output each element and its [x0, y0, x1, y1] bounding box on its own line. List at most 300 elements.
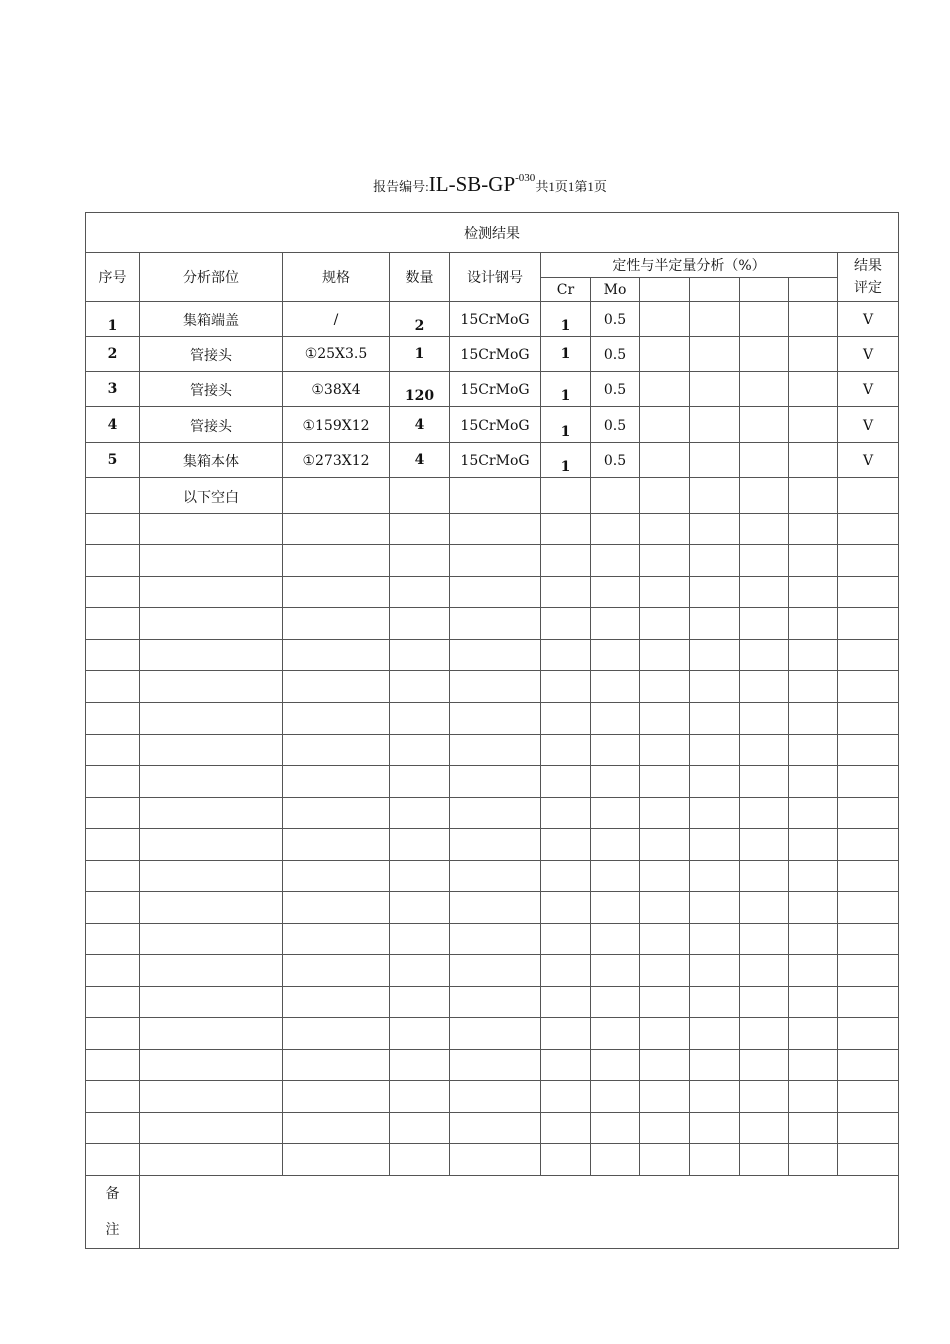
cell-empty [789, 703, 838, 735]
cell-empty [740, 545, 789, 577]
cell-empty [450, 892, 541, 924]
cell-empty [690, 302, 740, 337]
cell-empty [591, 955, 640, 987]
cell-empty [390, 545, 450, 577]
cell-empty [283, 545, 390, 577]
cell-empty [591, 478, 640, 514]
cell-empty [740, 514, 789, 545]
cell-empty [838, 1144, 899, 1176]
cell-empty [541, 987, 591, 1018]
cell-empty [640, 608, 690, 640]
cell-empty [838, 1113, 899, 1144]
cell-empty [591, 671, 640, 703]
cell-empty [740, 924, 789, 955]
cell-empty [838, 829, 899, 861]
empty-row [86, 987, 899, 1018]
cell-empty [690, 924, 740, 955]
cell-qty: 2 [390, 302, 450, 337]
cell-empty [740, 577, 789, 608]
cell-empty [690, 640, 740, 671]
cell-empty [789, 735, 838, 766]
cell-empty [789, 955, 838, 987]
cell-empty [640, 1081, 690, 1113]
cell-empty [283, 766, 390, 798]
cell-empty [450, 1018, 541, 1050]
cell-empty [640, 987, 690, 1018]
cell-empty [283, 514, 390, 545]
cell-empty [591, 892, 640, 924]
header-cr: Cr [541, 278, 591, 302]
cell-empty [140, 735, 283, 766]
cell-result: V [838, 443, 899, 478]
cell-empty [838, 987, 899, 1018]
cell-empty [740, 443, 789, 478]
cell-empty [838, 608, 899, 640]
cell-empty [86, 545, 140, 577]
cell-part: 管接头 [140, 337, 283, 372]
cell-steel: 15CrMoG [450, 443, 541, 478]
cell-empty [740, 1050, 789, 1081]
cell-empty [450, 640, 541, 671]
cell-empty [690, 1081, 740, 1113]
empty-row [86, 1050, 899, 1081]
cell-empty [86, 608, 140, 640]
cell-empty [86, 955, 140, 987]
cell-empty [283, 1144, 390, 1176]
cell-empty [283, 703, 390, 735]
cell-empty [640, 337, 690, 372]
cell-empty [789, 1018, 838, 1050]
table-title: 检测结果 [86, 213, 899, 253]
cell-empty [591, 1113, 640, 1144]
cell-mo: 0.5 [591, 372, 640, 407]
cell-empty [86, 640, 140, 671]
cell-empty [283, 577, 390, 608]
empty-row [86, 1018, 899, 1050]
cell-empty [640, 671, 690, 703]
report-number-label: 报告编号: [373, 179, 429, 194]
cell-empty [450, 955, 541, 987]
cell-empty [541, 478, 591, 514]
cell-empty [640, 478, 690, 514]
cell-qty: 1 [390, 337, 450, 372]
cell-part: 管接头 [140, 372, 283, 407]
cell-mo: 0.5 [591, 302, 640, 337]
cell-empty [450, 924, 541, 955]
report-number [429, 172, 536, 196]
cell-empty [690, 766, 740, 798]
cell-empty [838, 671, 899, 703]
cell-empty [591, 766, 640, 798]
cell-empty [390, 1050, 450, 1081]
cell-empty [541, 703, 591, 735]
cell-empty [740, 372, 789, 407]
cell-empty [541, 766, 591, 798]
cell-steel: 15CrMoG [450, 337, 541, 372]
cell-empty [740, 302, 789, 337]
cell-empty [591, 829, 640, 861]
cell-empty [789, 766, 838, 798]
empty-row [86, 703, 899, 735]
remarks-content [140, 1176, 899, 1249]
cell-empty [740, 861, 789, 892]
cell-empty [140, 703, 283, 735]
cell-seq: 4 [86, 407, 140, 443]
cell-empty [86, 1081, 140, 1113]
cell-empty [690, 443, 740, 478]
cell-empty [789, 987, 838, 1018]
cell-mo: 0.5 [591, 337, 640, 372]
cell-empty [450, 861, 541, 892]
cell-empty [86, 478, 140, 514]
header-analysis: 定性与半定量分析（%） [541, 253, 838, 278]
cell-empty [789, 337, 838, 372]
cell-empty [690, 337, 740, 372]
cell-spec: / [283, 302, 390, 337]
cell-result: V [838, 407, 899, 443]
cell-empty [690, 671, 740, 703]
remarks-label-line2: 注 [105, 1222, 120, 1238]
report-code-suffix: -030 [515, 172, 536, 184]
cell-empty [541, 955, 591, 987]
cell-spec: ①38X4 [283, 372, 390, 407]
header-seq: 序号 [86, 253, 140, 302]
cell-empty [541, 514, 591, 545]
cell-empty [140, 987, 283, 1018]
cell-empty [838, 1081, 899, 1113]
cell-empty [86, 514, 140, 545]
cell-empty [390, 1018, 450, 1050]
cell-empty [740, 892, 789, 924]
cell-empty [740, 829, 789, 861]
cell-empty [591, 861, 640, 892]
empty-row [86, 829, 899, 861]
cell-empty [789, 302, 838, 337]
cell-empty [140, 514, 283, 545]
cell-empty [86, 1144, 140, 1176]
cell-empty [640, 955, 690, 987]
cell-empty [740, 766, 789, 798]
cell-empty [283, 798, 390, 829]
cell-empty [838, 577, 899, 608]
cell-empty [789, 1050, 838, 1081]
cell-empty [86, 671, 140, 703]
empty-row [86, 1113, 899, 1144]
cell-steel: 15CrMoG [450, 302, 541, 337]
empty-row [86, 798, 899, 829]
cell-empty [450, 1081, 541, 1113]
cell-empty [541, 1113, 591, 1144]
cell-empty [690, 955, 740, 987]
cell-empty [640, 766, 690, 798]
cell-result: V [838, 337, 899, 372]
cell-empty [838, 735, 899, 766]
cell-empty [86, 1050, 140, 1081]
cell-empty [690, 987, 740, 1018]
cell-empty [640, 545, 690, 577]
cell-seq: 1 [86, 302, 140, 337]
cell-steel: 15CrMoG [450, 372, 541, 407]
cell-empty [740, 1113, 789, 1144]
cell-empty [640, 924, 690, 955]
cell-empty [591, 987, 640, 1018]
header-result [838, 253, 899, 302]
cell-empty [450, 1113, 541, 1144]
header-empty-2 [690, 278, 740, 302]
cell-empty [86, 577, 140, 608]
cell-empty [283, 1081, 390, 1113]
cell-empty [740, 1081, 789, 1113]
cell-empty [740, 640, 789, 671]
cell-empty [838, 798, 899, 829]
cell-empty [591, 703, 640, 735]
cell-empty [838, 478, 899, 514]
cell-empty [640, 577, 690, 608]
cell-empty [690, 478, 740, 514]
empty-row [86, 766, 899, 798]
empty-row [86, 545, 899, 577]
cell-empty [450, 829, 541, 861]
cell-empty [450, 735, 541, 766]
cell-empty [86, 924, 140, 955]
cell-empty [591, 545, 640, 577]
cell-empty [140, 955, 283, 987]
cell-empty [86, 892, 140, 924]
cell-empty [838, 861, 899, 892]
cell-cr: 1 [541, 302, 591, 337]
report-header [0, 172, 950, 197]
cell-part: 集箱端盖 [140, 302, 283, 337]
cell-empty [140, 1050, 283, 1081]
cell-empty [690, 798, 740, 829]
cell-result: V [838, 302, 899, 337]
cell-empty [740, 703, 789, 735]
empty-row [86, 861, 899, 892]
cell-empty [591, 577, 640, 608]
cell-empty [541, 608, 591, 640]
cell-cr: 1 [541, 407, 591, 443]
cell-empty [789, 1144, 838, 1176]
cell-empty [690, 829, 740, 861]
cell-empty [640, 407, 690, 443]
cell-empty [390, 892, 450, 924]
cell-empty [390, 924, 450, 955]
cell-empty [541, 1081, 591, 1113]
cell-empty [640, 1144, 690, 1176]
cell-empty [390, 1144, 450, 1176]
report-code: IL-SB-GP [428, 172, 516, 196]
empty-row [86, 735, 899, 766]
cell-empty [140, 1081, 283, 1113]
cell-empty [690, 861, 740, 892]
cell-empty [789, 829, 838, 861]
cell-empty [390, 1081, 450, 1113]
cell-empty [450, 766, 541, 798]
cell-empty [541, 671, 591, 703]
cell-empty [690, 608, 740, 640]
cell-empty [541, 735, 591, 766]
cell-empty [140, 545, 283, 577]
cell-empty [450, 987, 541, 1018]
header-spec: 规格 [283, 253, 390, 302]
cell-empty [390, 640, 450, 671]
cell-empty [283, 1050, 390, 1081]
cell-empty [140, 829, 283, 861]
remarks-label-line1: 备 [105, 1186, 120, 1202]
cell-empty [740, 798, 789, 829]
header-qty: 数量 [390, 253, 450, 302]
cell-empty [86, 766, 140, 798]
table-row [86, 407, 899, 443]
cell-empty [789, 671, 838, 703]
cell-empty [640, 372, 690, 407]
table-row [86, 372, 899, 407]
cell-mo: 0.5 [591, 407, 640, 443]
cell-empty [86, 703, 140, 735]
cell-empty [789, 407, 838, 443]
cell-empty [591, 798, 640, 829]
cell-empty [450, 1050, 541, 1081]
cell-empty [690, 1144, 740, 1176]
cell-empty [140, 608, 283, 640]
cell-empty [838, 514, 899, 545]
cell-empty [740, 987, 789, 1018]
empty-row [86, 955, 899, 987]
cell-empty [450, 514, 541, 545]
cell-empty [591, 924, 640, 955]
cell-empty [541, 1144, 591, 1176]
cell-empty [789, 478, 838, 514]
header-result-line2: 评定 [854, 280, 882, 296]
cell-empty [140, 1144, 283, 1176]
cell-empty [390, 798, 450, 829]
cell-empty [690, 577, 740, 608]
empty-row [86, 892, 899, 924]
cell-empty [390, 735, 450, 766]
empty-row [86, 577, 899, 608]
cell-cr: 1 [541, 372, 591, 407]
cell-empty [390, 671, 450, 703]
cell-empty [283, 478, 390, 514]
cell-empty [591, 640, 640, 671]
cell-empty [450, 703, 541, 735]
cell-empty [86, 1113, 140, 1144]
table-row [86, 302, 899, 337]
empty-row [86, 671, 899, 703]
cell-empty [140, 1018, 283, 1050]
cell-empty [541, 1050, 591, 1081]
cell-steel: 15CrMoG [450, 407, 541, 443]
cell-empty [140, 798, 283, 829]
cell-empty [140, 924, 283, 955]
cell-empty [591, 735, 640, 766]
cell-empty [640, 514, 690, 545]
cell-empty [390, 703, 450, 735]
cell-empty [789, 861, 838, 892]
blank-note: 以下空白 [140, 478, 283, 514]
cell-empty [690, 703, 740, 735]
table-row [86, 337, 899, 372]
cell-seq: 3 [86, 372, 140, 407]
cell-empty [591, 514, 640, 545]
cell-empty [838, 1018, 899, 1050]
cell-empty [838, 955, 899, 987]
cell-empty [140, 1113, 283, 1144]
header-part: 分析部位 [140, 253, 283, 302]
cell-empty [86, 1018, 140, 1050]
remarks-row [86, 1176, 899, 1249]
cell-seq: 5 [86, 443, 140, 478]
cell-spec: ①25X3.5 [283, 337, 390, 372]
cell-empty [740, 735, 789, 766]
cell-empty [86, 798, 140, 829]
cell-empty [789, 798, 838, 829]
cell-empty [640, 1050, 690, 1081]
cell-empty [640, 302, 690, 337]
cell-empty [690, 407, 740, 443]
cell-empty [283, 861, 390, 892]
cell-empty [690, 1050, 740, 1081]
cell-empty [283, 1018, 390, 1050]
cell-empty [140, 671, 283, 703]
cell-empty [838, 703, 899, 735]
cell-empty [838, 924, 899, 955]
header-mo: Mo [591, 278, 640, 302]
cell-empty [140, 861, 283, 892]
cell-empty [390, 608, 450, 640]
cell-empty [283, 924, 390, 955]
cell-empty [541, 1018, 591, 1050]
cell-empty [86, 829, 140, 861]
cell-empty [789, 545, 838, 577]
cell-empty [789, 640, 838, 671]
cell-empty [541, 924, 591, 955]
cell-empty [86, 735, 140, 766]
cell-empty [838, 892, 899, 924]
empty-row [86, 514, 899, 545]
cell-empty [390, 955, 450, 987]
cell-empty [390, 829, 450, 861]
cell-empty [789, 924, 838, 955]
cell-empty [283, 892, 390, 924]
cell-empty [740, 671, 789, 703]
cell-empty [640, 640, 690, 671]
cell-cr: 1 [541, 337, 591, 372]
remarks-label [86, 1176, 140, 1249]
cell-empty [140, 892, 283, 924]
header-row [86, 253, 899, 278]
empty-row [86, 608, 899, 640]
cell-empty [541, 577, 591, 608]
page-count: 共1页1第1页 [535, 179, 607, 194]
cell-empty [541, 861, 591, 892]
cell-empty [640, 798, 690, 829]
cell-part: 集箱本体 [140, 443, 283, 478]
cell-empty [541, 640, 591, 671]
cell-empty [283, 829, 390, 861]
cell-empty [450, 798, 541, 829]
cell-empty [541, 545, 591, 577]
cell-empty [640, 443, 690, 478]
table-row [86, 443, 899, 478]
cell-qty: 120 [390, 372, 450, 407]
cell-empty [390, 514, 450, 545]
cell-empty [390, 861, 450, 892]
cell-empty [740, 608, 789, 640]
cell-empty [390, 478, 450, 514]
cell-empty [450, 608, 541, 640]
cell-empty [640, 1018, 690, 1050]
